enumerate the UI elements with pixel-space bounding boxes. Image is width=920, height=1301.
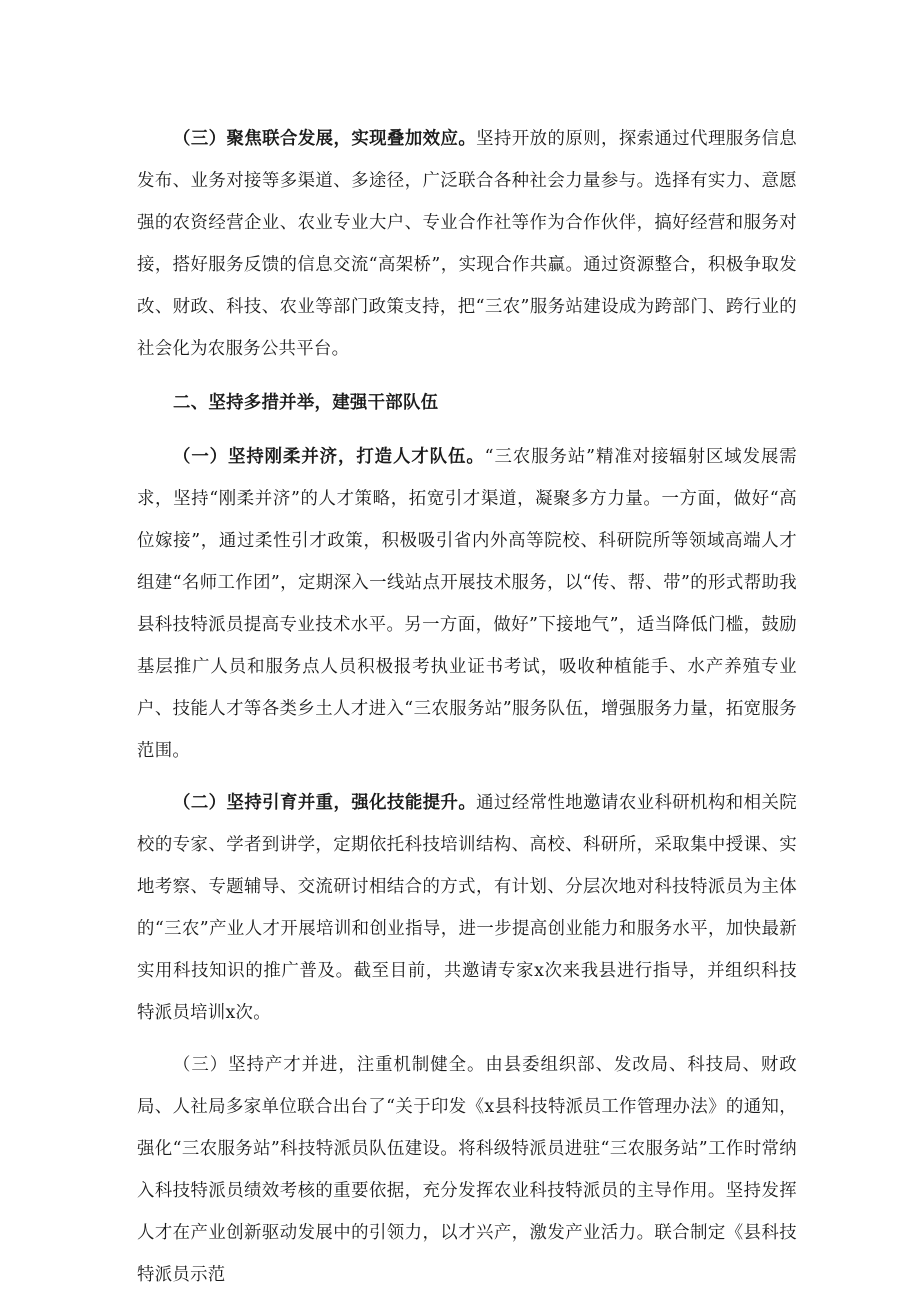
paragraph-lead: （三）聚焦联合发展，实现叠加效应。 — [173, 129, 477, 149]
paragraph-skill-improvement — [137, 782, 797, 1034]
section-heading: 二、坚持多措并举，建强干部队伍 — [173, 393, 439, 413]
paragraph-lead: （一）坚持刚柔并济，打造人才队伍。 — [173, 447, 485, 467]
paragraph-text: （三）坚持产才并进，注重机制健全。由县委组织部、发改局、科技局、财政局、人社局多家单位联合出台了“关于印发《x县科技特派员工作管理办法》的通知，强化“三农服务站”科技特派员队伍建设。将科级特派员进驻“三农服务站”工作时常纳入科技特派员绩效考核的重要依据，充分发挥农业科技特派员的主导作用。坚持发挥人才在产业创新驱动发展中的引领力，以才兴产，激发产业活力。联合制定《县科技特派员示范 — [137, 1055, 797, 1285]
paragraph-mechanism — [137, 1044, 797, 1296]
paragraph-text: 通过经常性地邀请农业科研机构和相关院校的专家、学者到讲学，定期依托科技培训结构、高校、科研所，采取集中授课、实地考察、专题辅导、交流研讨相结合的方式，有计划、分层次地对科技特派员为主体的“三农”产业人才开展培训和创业指导，进一步提高创业能力和服务水平，加快最新实用科技知识的推广普及。截至目前，共邀请专家x次来我县进行指导，并组织科技特派员培训x次。 — [137, 793, 797, 1023]
paragraph-text: “三农服务站”精准对接辐射区域发展需求，坚持“刚柔并济”的人才策略，拓宽引才渠道，凝聚多方力量。一方面，做好“高位嫁接”，通过柔性引才政策，积极吸引省内外高等院校、科研院所等领域高端人才组建“名师工作团”，定期深入一线站点开展技术服务，以“传、帮、带”的形式帮助我县科技特派员提高专业技术水平。另一方面，做好”下接地气”，适当降低门槛，鼓励基层推广人员和服务点人员积极报考执业证书考试，吸收种植能手、水产养殖专业户、技能人才等各类乡土人才进入“三农服务站”服务队伍，增强服务力量，拓宽服务范围。 — [137, 447, 797, 761]
paragraph-talent-team — [137, 436, 797, 772]
paragraph-lead: （二）坚持引育并重，强化技能提升。 — [173, 793, 477, 813]
paragraph-focus-joint-development — [137, 118, 797, 370]
document-body — [137, 118, 797, 1296]
paragraph-text: 坚持开放的原则，探索通过代理服务信息发布、业务对接等多渠道、多途径，广泛联合各种社会力量参与。选择有实力、意愿强的农资经营企业、农业专业大户、专业合作社等作为合作伙伴，搞好经营和服务对接，搭好服务反馈的信息交流“高架桥”，实现合作共赢。通过资源整合，积极争取发改、财政、科技、农业等部门政策支持，把“三农”服务站建设成为跨部门、跨行业的社会化为农服务公共平台。 — [137, 129, 797, 359]
